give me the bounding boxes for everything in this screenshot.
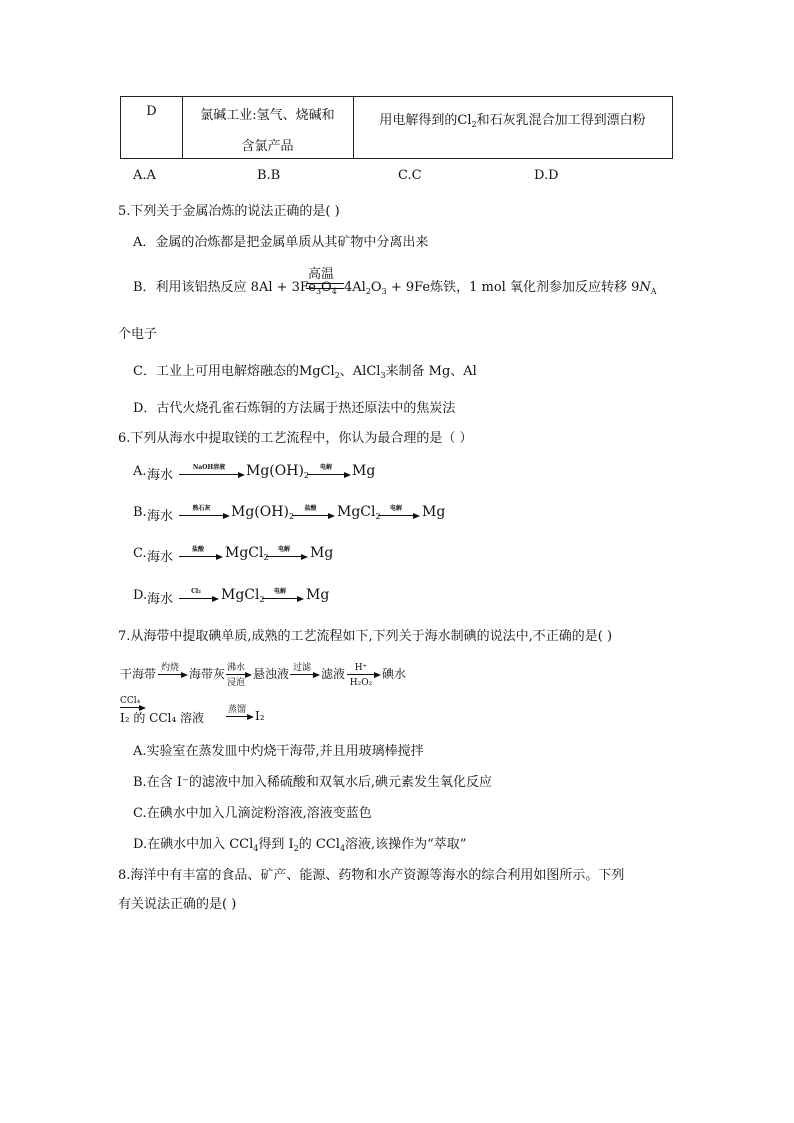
- table-cell-industry: [182, 97, 354, 158]
- q8-stem-line2: 有关说法正确的是( ): [118, 897, 237, 912]
- arrow-ccl4: CCl₄: [120, 697, 146, 711]
- q5-option-c[interactable]: C．工业上可用电解熔融态的MgCl$_2$、AlCl$_3$来制备 Mg、Al: [133, 364, 477, 380]
- q6-stem: 6.下列从海水中提取镁的工艺流程中，你认为最合理的是（ ）: [118, 431, 473, 446]
- q4-choice-a[interactable]: A.A: [133, 168, 156, 183]
- q4-choice-b[interactable]: B.B: [257, 168, 281, 183]
- arrow-electrolysis: 电解: [262, 588, 304, 602]
- q5-reaction-condition: 高温: [308, 267, 335, 282]
- q7-stem: 7.从海带中提取碘单质,成熟的工艺流程如下,下列关于海水制碘的说法中,不正确的是( ): [118, 629, 613, 644]
- arrow-soak: 沸水 浸泡: [226, 664, 252, 678]
- flow-suspension: 悬浊液: [253, 667, 290, 681]
- arrow-oxidize: H⁺ H₂O₂: [347, 664, 381, 678]
- industry-line2: 含氯产品: [241, 139, 294, 154]
- q5-option-b[interactable]: B．利用该铝热反应 $8Al + 3Fe_3O_4$: [133, 280, 337, 296]
- arrow-hcl: 盐酸: [179, 546, 223, 560]
- q5-option-a[interactable]: A．金属的冶炼都是把金属单质从其矿物中分离出来: [133, 235, 429, 250]
- arrow-burn: 灼烧: [158, 664, 188, 678]
- arrow-naoh: NaOH溶液: [179, 464, 245, 478]
- q4-choice-c[interactable]: C.C: [398, 168, 422, 183]
- flow-iodine-water: 碘水: [382, 667, 407, 681]
- flow-iodine-ccl4: I₂ 的 CCl₄ 溶液: [120, 711, 205, 725]
- q7-option-d[interactable]: D.在碘水中加入 CCl$_4$得到 $I_2$的 CCl$_4$溶液,该操作为“萃取”: [133, 837, 467, 853]
- q8-stem-line1: 8.海洋中有丰富的食品、矿产、能源、药物和水产资源等海水的综合利用如图所示。下列: [118, 868, 625, 883]
- q5-stem: 5.下列关于金属冶炼的说法正确的是( ): [118, 204, 340, 219]
- arrow-electrolysis: 电解: [378, 505, 420, 519]
- arrow-chlorine: Cl₂: [179, 588, 219, 602]
- flow-iodine: I₂: [255, 709, 265, 723]
- industry-line1: 氯碱工业:氢气、烧碱和: [200, 108, 335, 123]
- arrow-electrolysis: 电解: [307, 464, 351, 478]
- arrow-slaked-lime: 熟石灰: [179, 505, 230, 519]
- q5-option-b-continued: $4Al_2O_3 + 9Fe$炼铁，1 mol 氧化剂参加反应转移 $9N_A$: [344, 280, 657, 296]
- q4-choice-d[interactable]: D.D: [534, 168, 559, 183]
- option-table: [120, 96, 673, 159]
- table-letter: D: [146, 104, 157, 119]
- q7-option-c[interactable]: C.在碘水中加入几滴淀粉溶液,溶液变蓝色: [133, 806, 372, 821]
- flow-kelp-ash: 海带灰: [189, 667, 226, 681]
- q7-option-a[interactable]: A.实验室在蒸发皿中灼烧干海带,并且用玻璃棒搅拌: [133, 744, 424, 759]
- q5-equals-sign: [306, 283, 344, 289]
- flow-filtrate: 滤液: [321, 667, 346, 681]
- flow-dried-kelp: 干海带: [120, 667, 157, 681]
- arrow-hcl: 盐酸: [292, 505, 335, 519]
- table-cell-letter: [121, 97, 183, 158]
- arrow-electrolysis: 电解: [266, 546, 308, 560]
- table-description: 用电解得到的$Cl_2$和石灰乳混合加工得到漂白粉: [379, 113, 646, 129]
- q5-option-b-wrap: 个电子: [118, 327, 158, 342]
- q5-option-d[interactable]: D．古代火烧孔雀石炼铜的方法属于热还原法中的焦炭法: [133, 401, 456, 416]
- arrow-distill: 蒸馏: [226, 706, 254, 720]
- table-cell-description: [353, 97, 672, 158]
- arrow-filter: 过滤: [290, 664, 320, 678]
- q7-option-b[interactable]: B.在含 I⁻的滤液中加入稀硫酸和双氧水后,碘元素发生氧化反应: [133, 775, 492, 790]
